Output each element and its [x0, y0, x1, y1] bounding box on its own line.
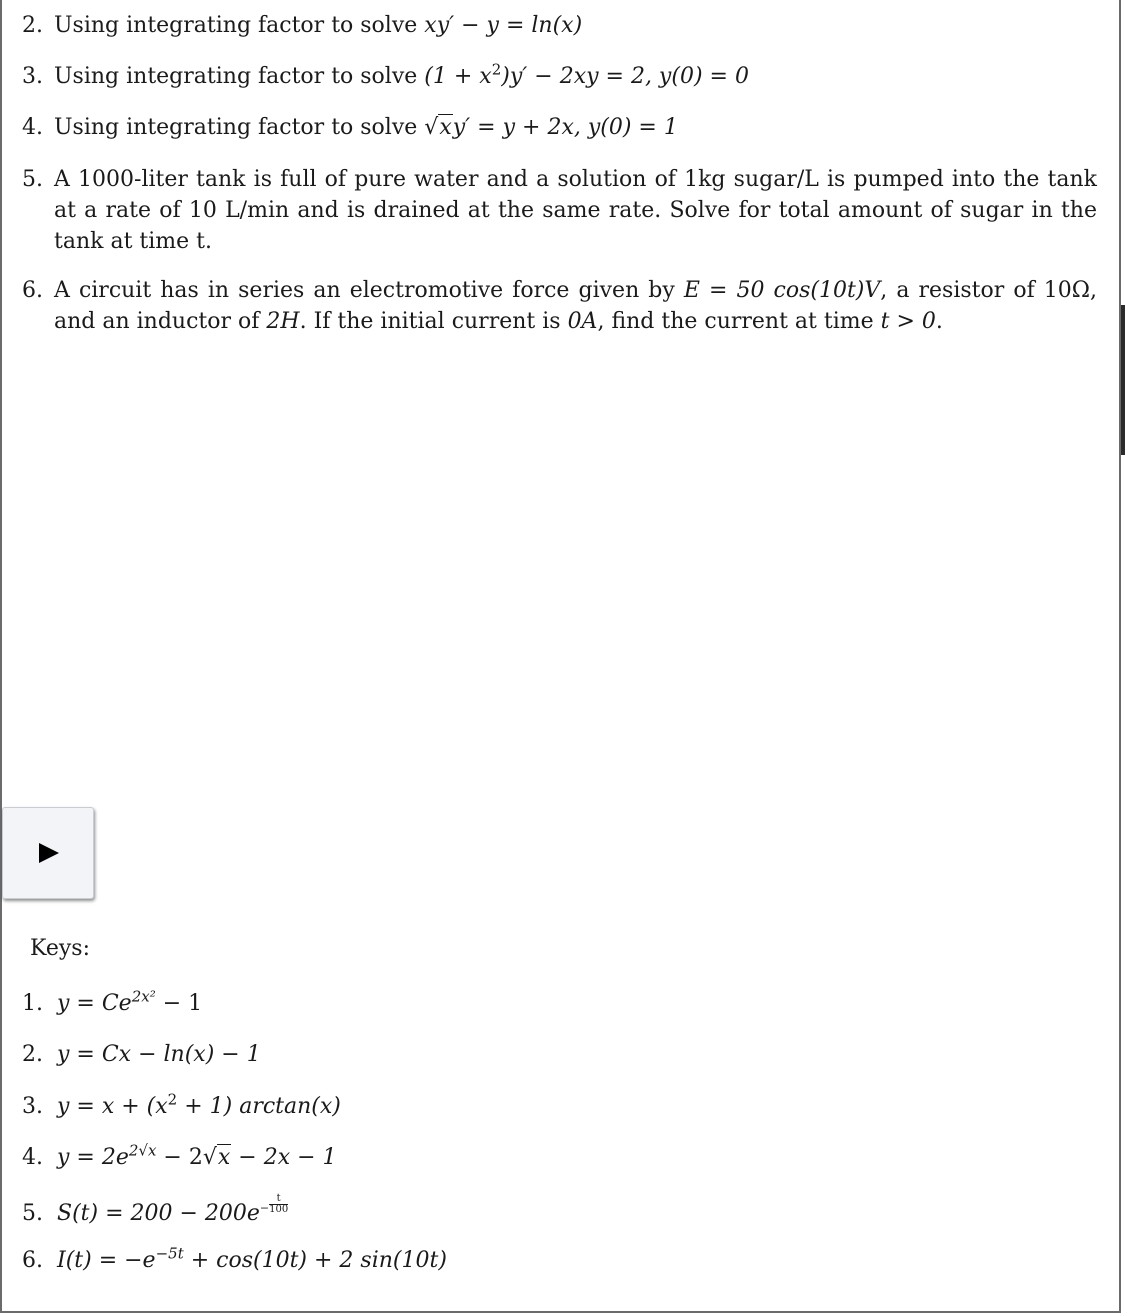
problem-number: 4.	[22, 115, 43, 140]
problem-number: 5.	[22, 167, 43, 192]
problem-text: Using integrating factor to solve	[54, 64, 425, 89]
key-answer: $y = x + (x^2 + 1)$ arctan(x)	[57, 1090, 341, 1119]
key-number: 3.	[22, 1094, 43, 1119]
problem-6	[22, 275, 1097, 337]
problem-number: 6.	[22, 278, 43, 303]
problem-number: 3.	[22, 64, 43, 89]
problem-3	[22, 61, 1097, 92]
problem-equation: $(1 + x^2)y' - 2xy = 2$, y(0) = 0	[424, 60, 749, 89]
problem-equation: √xy′ = y + 2x, y(0) = 1	[424, 115, 678, 140]
play-button[interactable]	[2, 807, 94, 899]
problem-number: 2.	[22, 13, 43, 38]
problem-2	[22, 10, 1097, 41]
key-answer: $y = 2e^{2√x} - 2√x - 2x - 1$	[57, 1141, 337, 1170]
keys-heading: Keys:	[30, 936, 90, 961]
problem-4	[22, 112, 1097, 143]
key-number: 6.	[22, 1248, 43, 1273]
key-answer: y = Cx − ln(x) − 1	[57, 1042, 261, 1067]
play-icon	[37, 841, 61, 865]
key-item	[22, 1091, 341, 1122]
problem-text: Using integrating factor to solve	[54, 115, 425, 140]
problem-equation: xy′ − y = ln(x)	[424, 13, 583, 38]
key-item	[22, 1194, 288, 1229]
key-answer: $y = Ce^{2x^2} - 1$	[57, 987, 203, 1016]
problem-5	[22, 164, 1097, 257]
key-item	[22, 1039, 261, 1070]
key-item	[22, 1245, 447, 1276]
key-item	[22, 988, 202, 1019]
key-answer: S(t) = 200 − 200e− $\frac{t}{100}$	[57, 1193, 289, 1226]
scrollbar-edge	[1121, 305, 1125, 455]
key-number: 4.	[22, 1145, 43, 1170]
key-number: 5.	[22, 1201, 43, 1226]
key-number: 1.	[22, 991, 43, 1016]
key-item	[22, 1142, 337, 1173]
key-answer: $I(t) = -e^{-5t} + \cos(10t) + 2$ sin(10t)	[57, 1244, 447, 1273]
problem-text: A circuit has in series an electromotive force given by E = 50 cos(10t)V, a resistor of 10Ω, and an inductor of 2H. If the initial current is 0A, find the current at time t > 0.	[54, 278, 1097, 334]
problem-text: A 1000-liter tank is full of pure water and a solution of 1kg sugar/L is pumped into the tank at a rate of 10 L/min and is drained at the same rate. Solve for total amount of sugar in the tank at time t.	[54, 167, 1097, 254]
key-number: 2.	[22, 1042, 43, 1067]
problem-text: Using integrating factor to solve	[54, 13, 425, 38]
